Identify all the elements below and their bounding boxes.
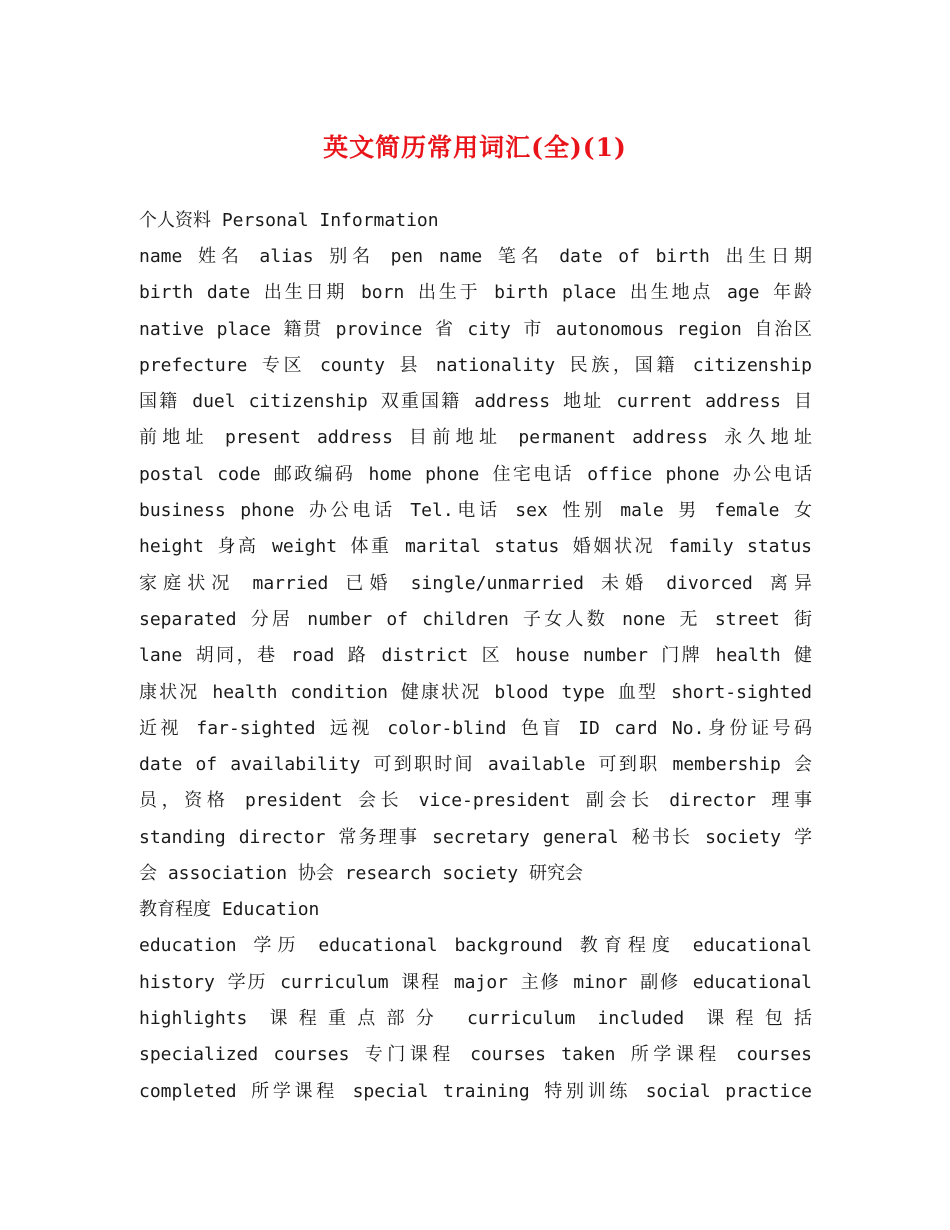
text-line: 员，资格 president 会长 vice-president 副会长 director 理事 [139,790,812,812]
section-heading-personal-information: 个人资料 Personal Information [139,210,439,231]
text-line: standing director 常务理事 secretary general 秘书长 society 学 [139,826,812,848]
text-line: birth date 出生日期 born 出生于 birth place 出生地点 age 年龄 [139,282,812,304]
section-heading-education: 教育程度 Education [139,899,320,921]
text-line: postal code 邮政编码 home phone 住宅电话 office phone 办公电话 [139,463,812,485]
text-line: 国籍 duel citizenship 双重国籍 address 地址 current address 目 [139,391,812,413]
text-line: completed 所学课程 special training 特别训练 social practice [139,1080,812,1102]
text-line: separated 分居 number of children 子女人数 none 无 street 街 [139,608,812,630]
text-line: business phone 办公电话 Tel.电话 sex 性别 male 男 female 女 [139,500,812,522]
text-line: prefecture 专区 county 县 nationality 民族，国籍 citizenship [139,354,812,376]
text-line: highlights 课程重点部分 curriculum included 课程包括 [139,1007,812,1029]
text-line: 家庭状况 married 已婚 single/unmarried 未婚 divorced 离异 [139,572,812,594]
text-line: 会 association 协会 research society 研究会 [139,863,583,885]
text-line: history 学历 curriculum 课程 major 主修 minor 副修 educational [139,971,812,993]
text-line: name 姓名 alias 别名 pen name 笔名 date of birth 出生日期 [139,246,812,267]
document-title: 英文简历常用词汇(全)(1) [323,133,627,162]
text-line: 近视 far-sighted 远视 color-blind 色盲 ID card No.身份证号码 [139,717,812,739]
text-line: 康状况 health condition 健康状况 blood type 血型 short-sighted [139,681,812,703]
text-line: specialized courses 专门课程 courses taken 所学课程 courses [139,1044,812,1066]
text-line: 前地址 present address 目前地址 permanent address 永久地址 [139,427,812,449]
text-line: date of availability 可到职时间 available 可到职 membership 会 [139,754,812,776]
text-line: height 身高 weight 体重 marital status 婚姻状况 family status [139,536,812,558]
text-line: native place 籍贯 province 省 city 市 autonomous region 自治区 [139,318,812,340]
text-line: education 学历 educational background 教育程度 educational [139,935,812,957]
document-body [139,203,812,1110]
text-line: lane 胡同，巷 road 路 district 区 house number 门牌 health 健 [139,645,812,667]
